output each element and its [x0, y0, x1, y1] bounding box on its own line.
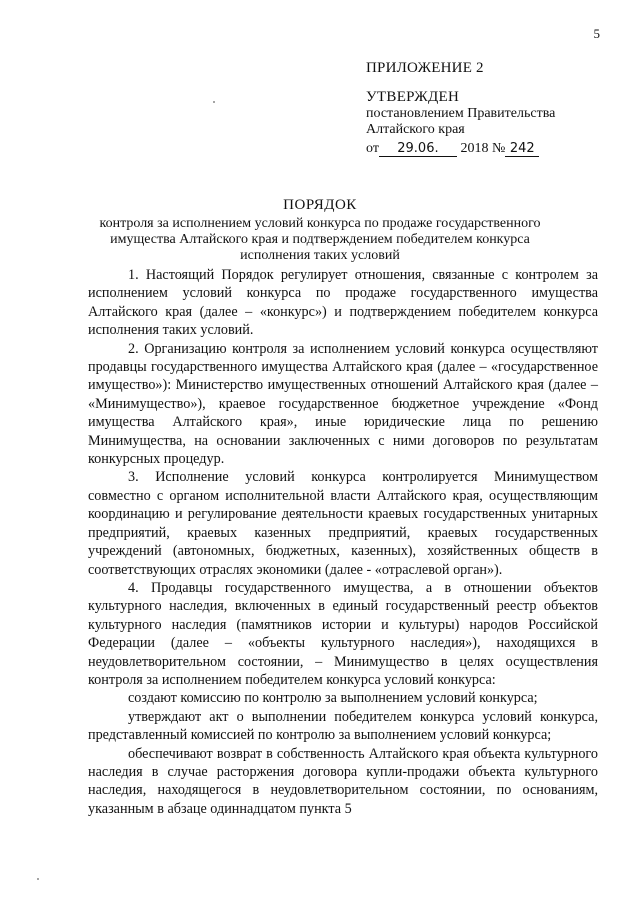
- paragraph-3: 3. Исполнение условий конкурса контролируется Минимуществом совместно с органом исполнительной власти Алтайского края, осуществляющим координацию и регулирование деятельности краевых государственных унитарных предприятий, краевых казенных предприятий, краевых государственных учреждений (автономных, бюджетных, казенных), хозяйственных обществ в соответствующих отраслях экономики (далее - «отраслевой орган»).: [88, 469, 598, 578]
- approval-date: 29.06.: [379, 141, 457, 157]
- approval-block: [366, 60, 616, 157]
- paragraph-2: 2. Организацию контроля за исполнением условий конкурса осуществляют продавцы государственного имущества Алтайского края (далее – «государственное имущество»): Министерство имущественных отношений Алтайского края (далее – «Минимущество»), краевое государственное бюджетное учреждение «Фонд имущества Алтайского края», иные юридические лица по решению Минимущества, на основании заключенных с ними договоров по результатам конкурсных процедур.: [88, 340, 598, 468]
- paragraph-4-item-1: создают комиссию по контролю за выполнением условий конкурса;: [128, 690, 538, 707]
- approval-line-1: постановлением Правительства: [366, 106, 556, 121]
- document-body: [88, 266, 598, 818]
- paragraph-4-item-3: обеспечивают возврат в собственность Алтайского края объекта культурного наследия в случае расторжения договора купли-продажи объекта культурного наследия, находящегося в неудовлетворительном состоянии, по основаниям, указанным в абзаце одиннадцатом пункта 5: [88, 745, 598, 817]
- appendix-label: ПРИЛОЖЕНИЕ 2: [366, 60, 484, 76]
- scan-speck: [37, 878, 39, 880]
- document-title: [80, 197, 560, 264]
- paragraph-4: 4. Продавцы государственного имущества, а в отношении объектов культурного наследия, включенных в единый государственный реестр объектов культурного наследия (памятников истории и культуры) народов Российской Федерации (далее – «объекты культурного наследия»), находящихся в неудовлетворительном состоянии, – Минимущество в целях осуществления контроля за исполнением победителем конкурса условий конкурса:: [88, 579, 598, 688]
- scan-speck: [213, 101, 215, 103]
- approval-year: 2018 №: [460, 141, 506, 156]
- page-number: 5: [593, 26, 600, 41]
- approval-line-2: Алтайского края: [366, 122, 465, 137]
- approved-label: УТВЕРЖДЕН: [366, 89, 460, 105]
- approval-date-line: [366, 141, 616, 157]
- approval-number: 242: [505, 141, 539, 157]
- title-heading: ПОРЯДОК: [283, 197, 357, 213]
- paragraph-4-item-2: утверждают акт о выполнении победителем конкурса условий конкурса, представленный комиссией по контролю за выполнением условий конкурса;: [88, 708, 598, 744]
- paragraph-1: 1. Настоящий Порядок регулирует отношения, связанные с контролем за исполнением условий конкурса по продаже государственного имущества Алтайского края (далее – «конкурс») и подтверждением победителем конкурса исполнения таких условий.: [88, 267, 598, 339]
- title-subheading: контроля за исполнением условий конкурса по продаже государственного имущества Алтайского края и подтверждением победителем конкурса исполнения таких условий: [99, 216, 541, 263]
- date-prefix: от: [366, 141, 379, 156]
